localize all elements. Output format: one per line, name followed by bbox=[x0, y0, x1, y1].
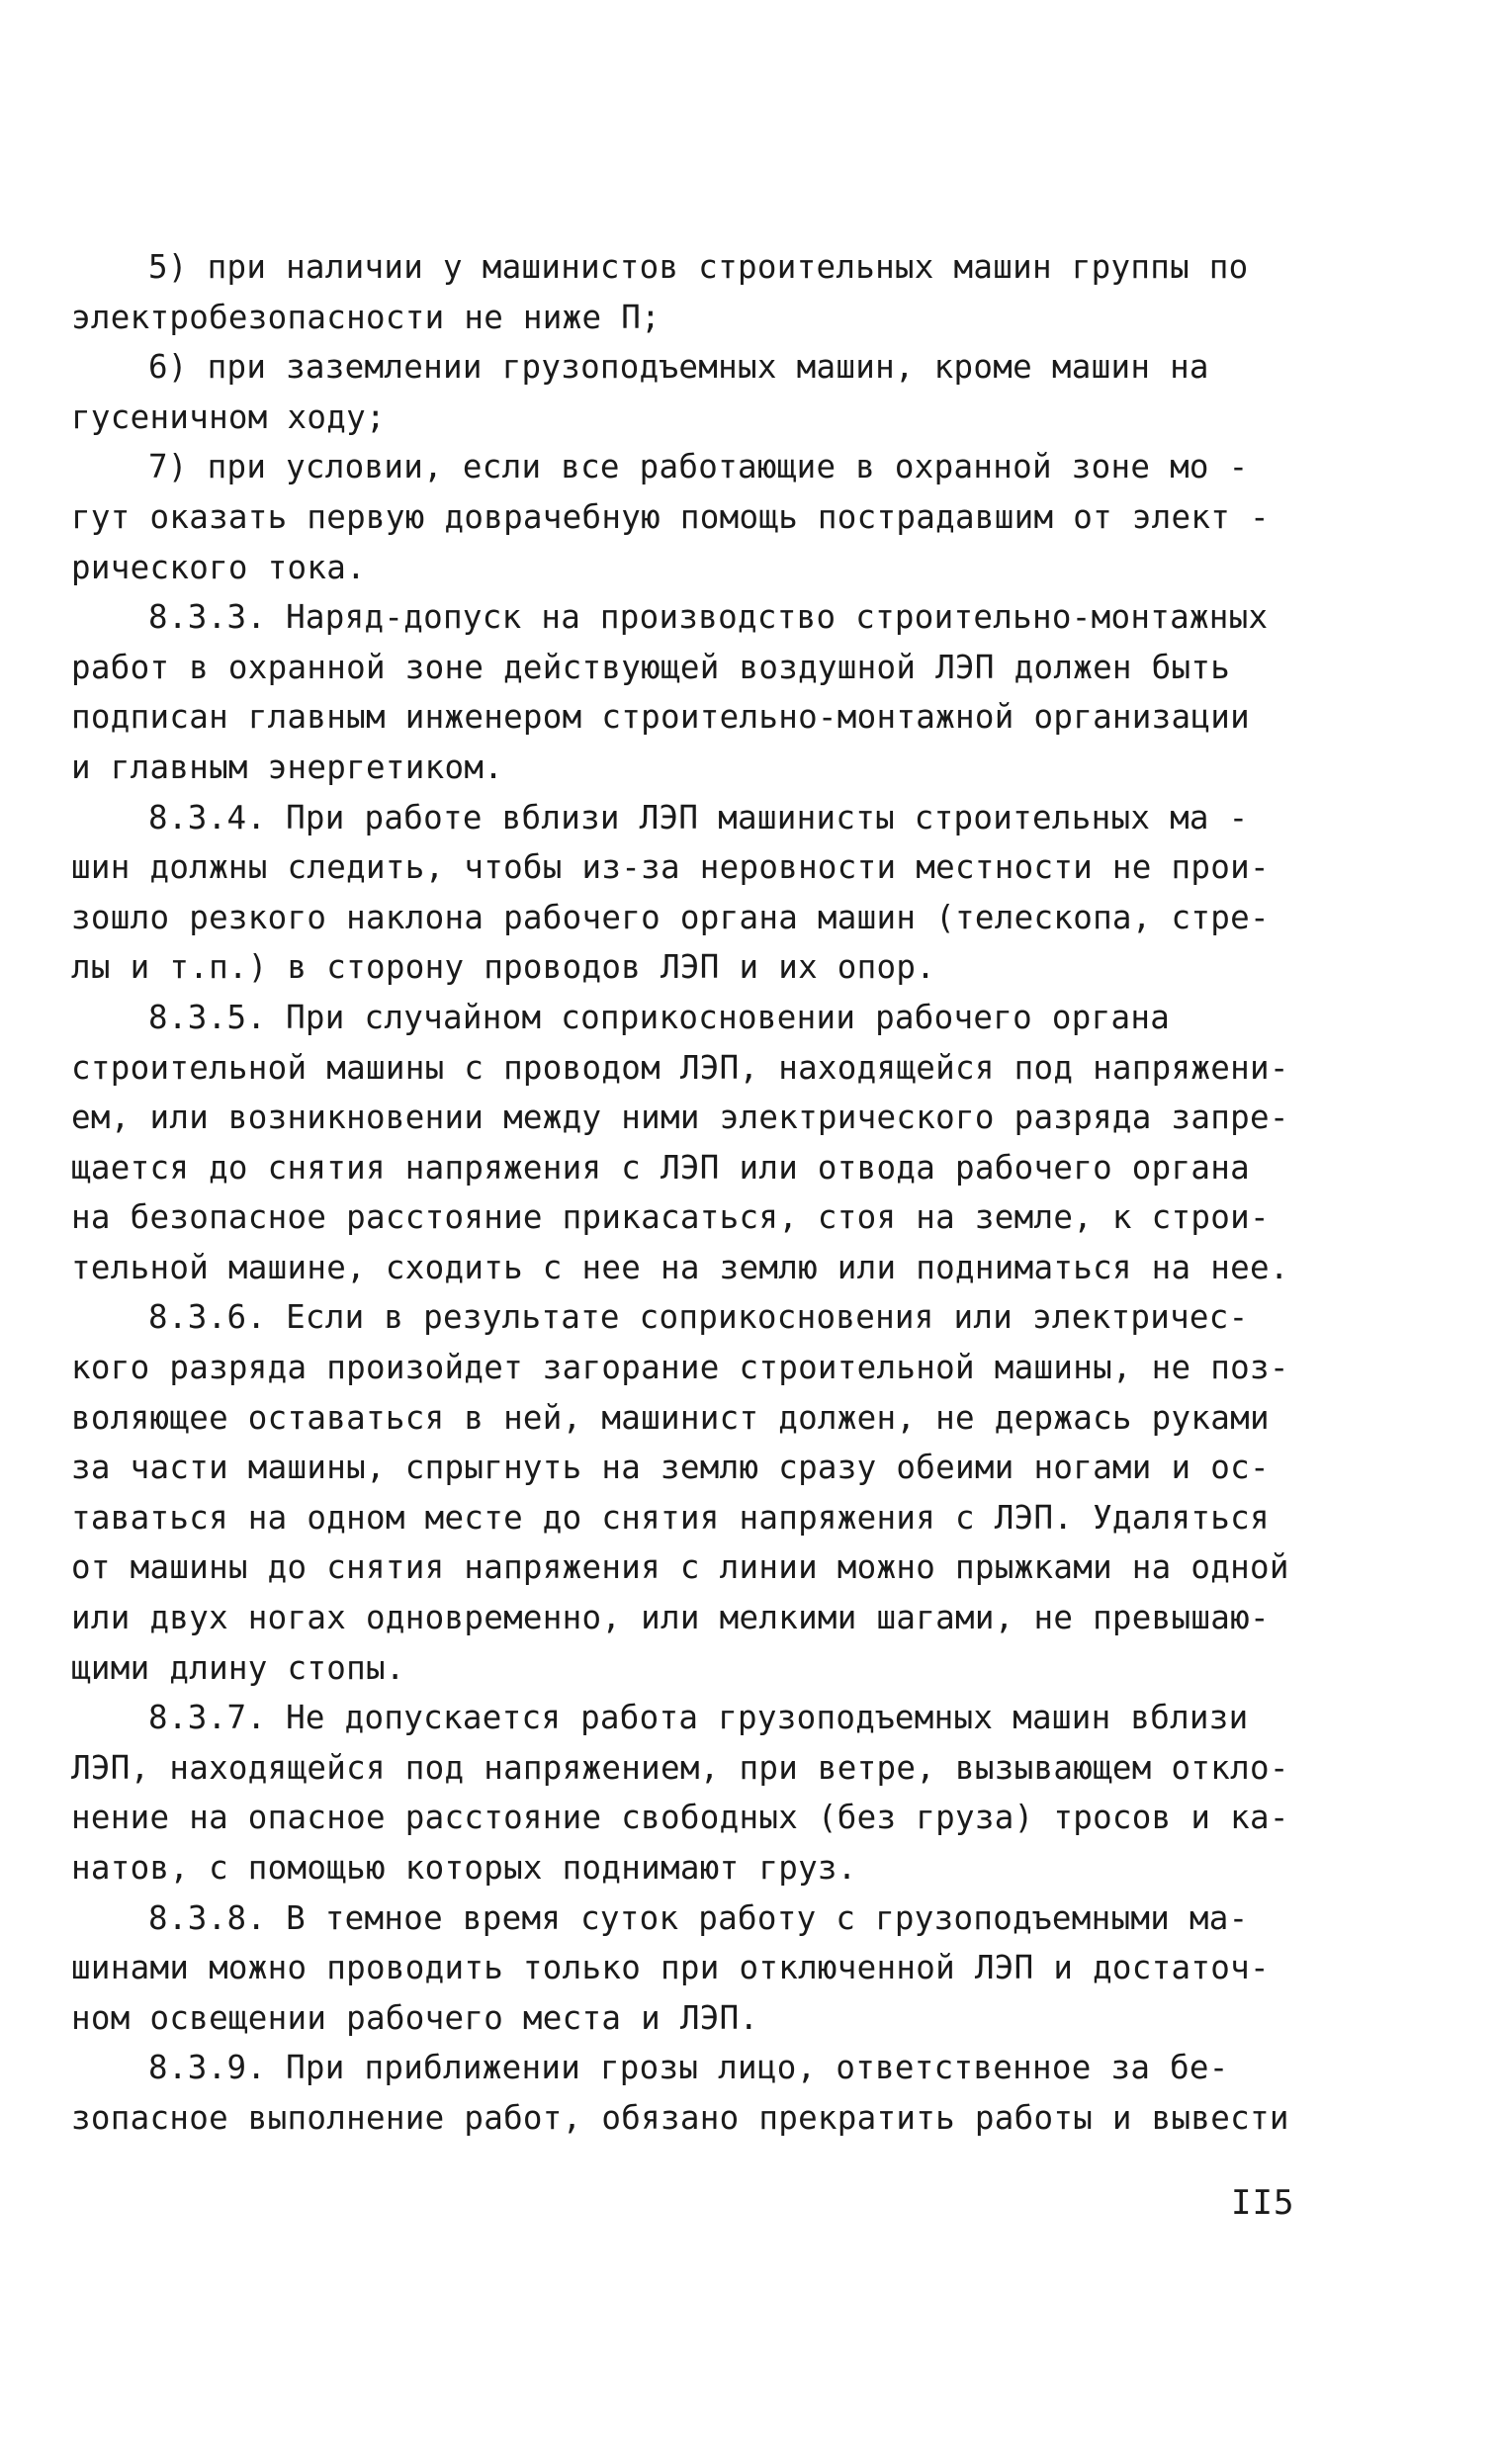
text-line: щими длину стопы. bbox=[71, 1648, 405, 1687]
text-line: натов, с помощью которых поднимают груз. bbox=[71, 1849, 857, 1887]
text-line: шин должны следить, чтобы из-за неровности местности не прои- bbox=[71, 848, 1270, 887]
text-line: воляющее оставаться в ней, машинист должен, не держась руками bbox=[71, 1398, 1270, 1437]
text-line: 8.3.5. При случайном соприкосновении рабочего органа bbox=[148, 998, 1171, 1036]
page-number: II5 bbox=[1231, 2183, 1295, 2223]
text-line: гусеничном ходу; bbox=[71, 397, 386, 436]
text-line: зопасное выполнение работ, обязано прекратить работы и вывести bbox=[71, 2098, 1289, 2137]
text-line: работ в охранной зоне действующей воздушной ЛЭП должен быть bbox=[71, 648, 1231, 686]
text-line: подписан главным инженером строительно-монтажной организации bbox=[71, 698, 1250, 737]
text-line: 8.3.8. В темное время суток работу с грузоподъемными ма- bbox=[148, 1898, 1249, 1937]
text-line: 7) при условии, если все работающие в охранной зоне мо - bbox=[148, 448, 1249, 486]
text-line: зошло резкого наклона рабочего органа машин (телескопа, стре- bbox=[71, 898, 1270, 936]
text-line: шинами можно проводить только при отключенной ЛЭП и достаточ- bbox=[71, 1949, 1270, 1987]
text-line: 8.3.3. Наряд-допуск на производство строительно-монтажных bbox=[148, 598, 1269, 637]
text-line: ном освещении рабочего места и ЛЭП. bbox=[71, 1998, 759, 2037]
text-line: гут оказать первую доврачебную помощь пострадавшим от элект - bbox=[71, 497, 1270, 536]
text-line: или двух ногах одновременно, или мелкими шагами, не превышаю- bbox=[71, 1599, 1270, 1637]
text-line: 8.3.4. При работе вблизи ЛЭП машинисты строительных ма - bbox=[148, 798, 1249, 836]
text-line: за части машины, спрыгнуть на землю сразу обеими ногами и ос- bbox=[71, 1449, 1270, 1487]
text-line: 8.3.7. Не допускается работа грузоподъемных машин вблизи bbox=[148, 1699, 1249, 1737]
text-line: лы и т.п.) в сторону проводов ЛЭП и их опор. bbox=[71, 948, 936, 987]
text-line: 6) при заземлении грузоподъемных машин, кроме машин на bbox=[148, 348, 1209, 387]
text-line: 5) при наличии у машинистов строительных машин группы по bbox=[148, 248, 1249, 286]
text-line: 8.3.9. При приближении грозы лицо, ответственное за бе- bbox=[148, 2049, 1229, 2087]
text-line: тельной машине, сходить с нее на землю или подниматься на нее. bbox=[71, 1248, 1289, 1286]
text-line: на безопасное расстояние прикасаться, стоя на земле, к строи- bbox=[71, 1198, 1270, 1237]
text-line: ЛЭП, находящейся под напряжением, при ветре, вызывающем откло- bbox=[71, 1748, 1289, 1787]
text-line: от машины до снятия напряжения с линии можно прыжками на одной bbox=[71, 1548, 1289, 1587]
text-line: электробезопасности не ниже П; bbox=[71, 298, 661, 336]
text-line: нение на опасное расстояние свободных (без груза) тросов и ка- bbox=[71, 1799, 1289, 1837]
text-line: строительной машины с проводом ЛЭП, находящейся под напряжени- bbox=[71, 1048, 1289, 1087]
text-line: рического тока. bbox=[71, 548, 366, 586]
document-body bbox=[71, 242, 1307, 2144]
text-line: кого разряда произойдет загорание строительной машины, не поз- bbox=[71, 1349, 1289, 1387]
text-line: и главным энергетиком. bbox=[71, 748, 504, 786]
text-line: таваться на одном месте до снятия напряжения с ЛЭП. Удаляться bbox=[71, 1498, 1270, 1537]
text-line: 8.3.6. Если в результате соприкосновения или электричес- bbox=[148, 1298, 1249, 1337]
text-line: ем, или возникновении между ними электрического разряда запре- bbox=[71, 1099, 1289, 1137]
text-line: щается до снятия напряжения с ЛЭП или отвода рабочего органа bbox=[71, 1148, 1250, 1187]
